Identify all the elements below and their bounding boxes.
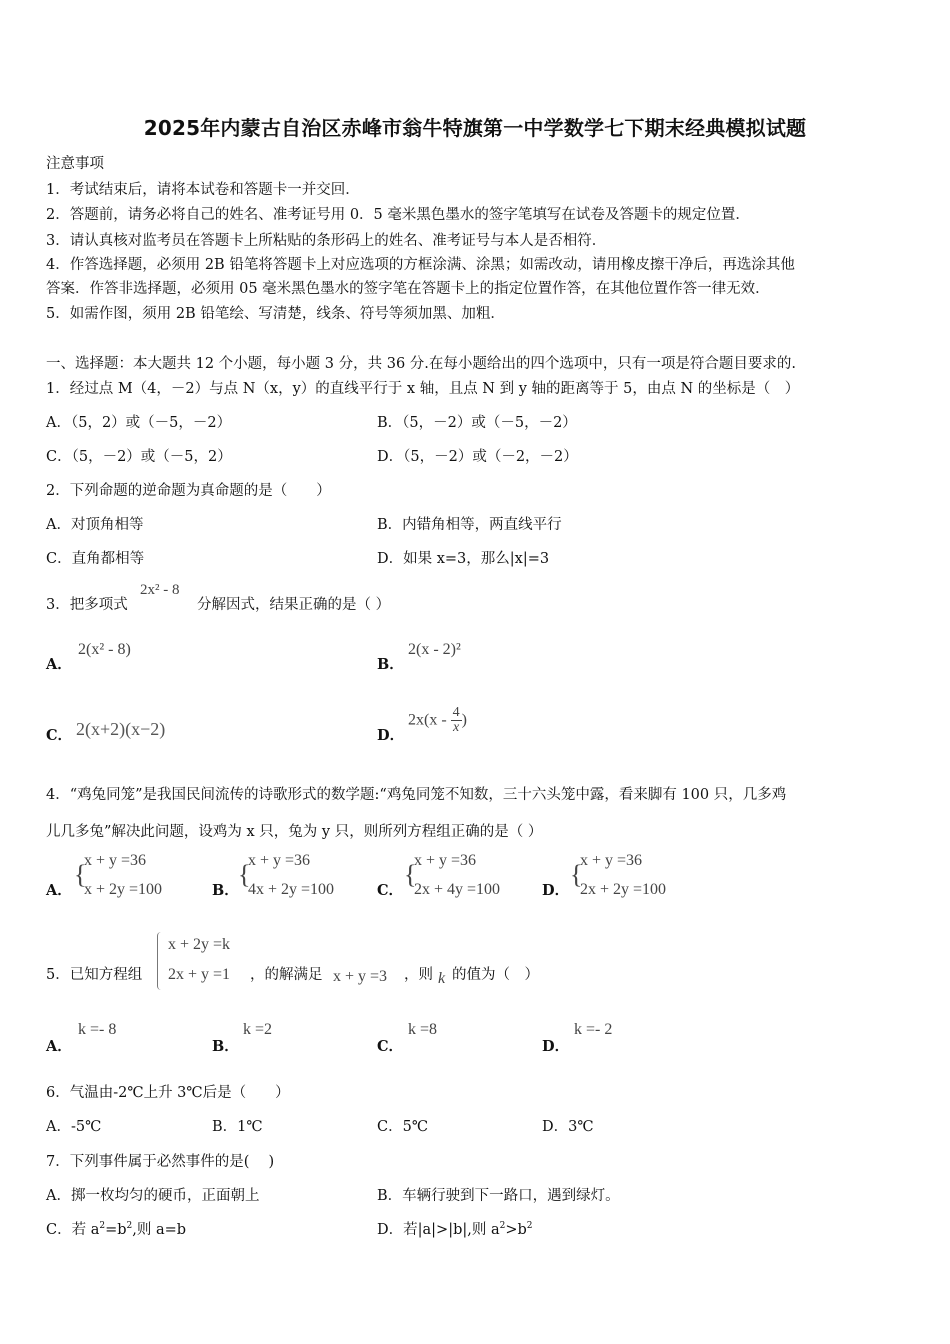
q5-option-c-label: C． xyxy=(377,1038,404,1055)
q3-d-post: ) xyxy=(461,711,467,729)
q3-option-a-label: A． xyxy=(46,656,72,673)
q5-option-d-label: D． xyxy=(542,1038,570,1055)
question-2-stem: 2．下列命题的逆命题为真命题的是（ ） xyxy=(46,483,331,499)
question-3-stem-post: 分解因式，结果正确的是（ ） xyxy=(197,597,391,613)
q4-d-eq2: 2x + 2y =100 xyxy=(580,881,667,898)
question-6-stem: 6．气温由-2℃上升 3℃后是（ ） xyxy=(46,1085,290,1101)
q6-option-d: D．3℃ xyxy=(542,1119,594,1135)
q6-option-b: B．1℃ xyxy=(212,1119,263,1135)
q1-option-c: C．（5，－2）或（－5，2） xyxy=(46,449,232,465)
q3-option-d-math xyxy=(408,706,467,735)
q3-d-fraction xyxy=(451,706,462,735)
q5-eq2: 2x + y =1 xyxy=(168,966,231,983)
q3-option-d-label: D． xyxy=(377,727,405,744)
q7-c-mid: =b xyxy=(105,1222,127,1238)
q4-option-d-label: D． xyxy=(542,882,570,899)
notice-item: 3．请认真核对监考员在答题卡上所粘贴的条形码上的姓名、准考证号与本人是否相符． xyxy=(46,233,607,249)
q3-option-b-label: B． xyxy=(377,656,404,673)
question-7-stem: 7．下列事件属于必然事件的是( ) xyxy=(46,1154,275,1170)
q3-d-pre: 2x(x - xyxy=(408,711,451,729)
question-4-line1: 4．“鸡兔同笼”是我国民间流传的诗歌形式的数学题:“鸡兔同笼不知数，三十六头笼中露，看来脚有 100 只，几多鸡 xyxy=(46,787,787,803)
q5-option-d-math: k =- 2 xyxy=(574,1021,613,1038)
q7-d-mid: >b xyxy=(505,1222,527,1238)
notice-item: 答案．作答非选择题，必须用 05 毫米黑色墨水的签字笔在答题卡上的指定位置作答，在其他位置作答一律无效． xyxy=(46,281,770,297)
q7-c-sup2: 2 xyxy=(126,1221,133,1232)
q2-option-c: C．直角都相等 xyxy=(46,551,145,567)
q4-d-brace: { xyxy=(570,860,583,889)
question-5-stem-mid2: ，则 xyxy=(404,967,433,983)
q7-d-pre: D．若|a|>|b|,则 a xyxy=(377,1222,500,1238)
notice-item: 5．如需作图，须用 2B 铅笔绘、写清楚，线条、符号等须加黑、加粗． xyxy=(46,306,505,322)
q5-option-a-label: A． xyxy=(46,1038,72,1055)
q4-b-eq1: x + y =36 xyxy=(248,852,311,869)
q4-c-brace: { xyxy=(404,860,417,889)
q4-c-eq2: 2x + 4y =100 xyxy=(414,881,501,898)
q3-option-b-math: 2(x - 2)² xyxy=(408,641,461,658)
q7-option-c xyxy=(46,1218,186,1239)
q1-option-d: D．（5，－2）或（－2，－2） xyxy=(377,449,578,465)
q5-system-brace xyxy=(157,932,161,990)
q3-option-c-math: 2(x+2)(x−2) xyxy=(76,719,166,739)
q1-option-a: A．（5，2）或（－5，－2） xyxy=(46,415,232,431)
q5-eq1: x + 2y =k xyxy=(168,936,231,953)
q2-option-b: B．内错角相等，两直线平行 xyxy=(377,517,562,533)
question-5-stem-post: 的值为（ ） xyxy=(452,967,539,983)
q2-option-d: D．如果 x=3，那么|x|=3 xyxy=(377,551,550,567)
q4-a-eq2: x + 2y =100 xyxy=(84,881,163,898)
q4-option-b-label: B． xyxy=(212,882,239,899)
q7-c-sup1: 2 xyxy=(99,1221,106,1232)
notice-item: 4．作答选择题，必须用 2B 铅笔将答题卡上对应选项的方框涂满、涂黑；如需改动，请用橡皮擦干净后，再选涂其他 xyxy=(46,257,795,273)
question-3-stem-pre: 3．把多项式 xyxy=(46,597,128,613)
q4-c-eq1: x + y =36 xyxy=(414,852,477,869)
q3-d-numerator: 4 xyxy=(452,705,460,720)
q4-option-c-label: C． xyxy=(377,882,404,899)
notice-item: 1．考试结束后，请将本试卷和答题卡一并交回． xyxy=(46,182,360,198)
q4-a-eq1: x + y =36 xyxy=(84,852,147,869)
q7-option-a: A．掷一枚均匀的硬币，正面朝上 xyxy=(46,1188,260,1204)
question-5-stem-pre: 5．已知方程组 xyxy=(46,967,143,983)
q4-option-a-label: A． xyxy=(46,882,72,899)
notice-item: 2．答题前，请务必将自己的姓名、准考证号用 0．5 毫米黑色墨水的签字笔填写在试卷及答题卡的规定位置． xyxy=(46,207,750,223)
q4-b-eq2: 4x + 2y =100 xyxy=(248,881,335,898)
q7-d-sup1: 2 xyxy=(499,1221,506,1232)
q5-option-b-math: k =2 xyxy=(243,1021,273,1038)
q5-option-a-math: k =- 8 xyxy=(78,1021,117,1038)
q7-c-post: ,则 a=b xyxy=(132,1222,187,1238)
q6-option-a: A．-5℃ xyxy=(46,1119,102,1135)
q7-c-pre: C．若 a xyxy=(46,1222,100,1238)
q4-a-brace: { xyxy=(74,860,87,889)
q7-d-sup2: 2 xyxy=(526,1221,533,1232)
question-5-stem-mid: ，的解满足 xyxy=(250,967,323,983)
question-1-stem: 1．经过点 M（4，－2）与点 N（x，y）的直线平行于 x 轴，且点 N 到 y 轴的距离等于 5，由点 N 的坐标是（ ） xyxy=(46,381,800,397)
q2-option-a: A．对顶角相等 xyxy=(46,517,144,533)
notice-heading: 注意事项 xyxy=(46,156,104,172)
q3-option-a-math: 2(x² - 8) xyxy=(78,641,131,658)
page-title: 2025年内蒙古自治区赤峰市翁牛特旗第一中学数学七下期末经典模拟试题 xyxy=(143,116,807,140)
section-heading: 一、选择题：本大题共 12 个小题，每小题 3 分，共 36 分.在每小题给出的四个选项中，只有一项是符合题目要求的. xyxy=(46,356,796,372)
q4-b-brace: { xyxy=(238,860,251,889)
q5-condition: x + y =3 xyxy=(333,968,388,985)
q3-d-denominator: x xyxy=(453,720,460,735)
q3-option-c-label: C． xyxy=(46,727,73,744)
q5-option-c-math: k =8 xyxy=(408,1021,438,1038)
q6-option-c: C．5℃ xyxy=(377,1119,429,1135)
q5-variable: k xyxy=(438,970,446,987)
q5-option-b-label: B． xyxy=(212,1038,239,1055)
q4-d-eq1: x + y =36 xyxy=(580,852,643,869)
question-4-line2: 儿几多兔”解决此问题，设鸡为 x 只，兔为 y 只，则所列方程组正确的是（ ） xyxy=(46,824,543,840)
q3-expression: 2x² - 8 xyxy=(140,582,180,598)
q7-option-b: B．车辆行驶到下一路口，遇到绿灯。 xyxy=(377,1188,620,1204)
q1-option-b: B．（5，－2）或（－5，－2） xyxy=(377,415,577,431)
q7-option-d xyxy=(377,1218,533,1239)
